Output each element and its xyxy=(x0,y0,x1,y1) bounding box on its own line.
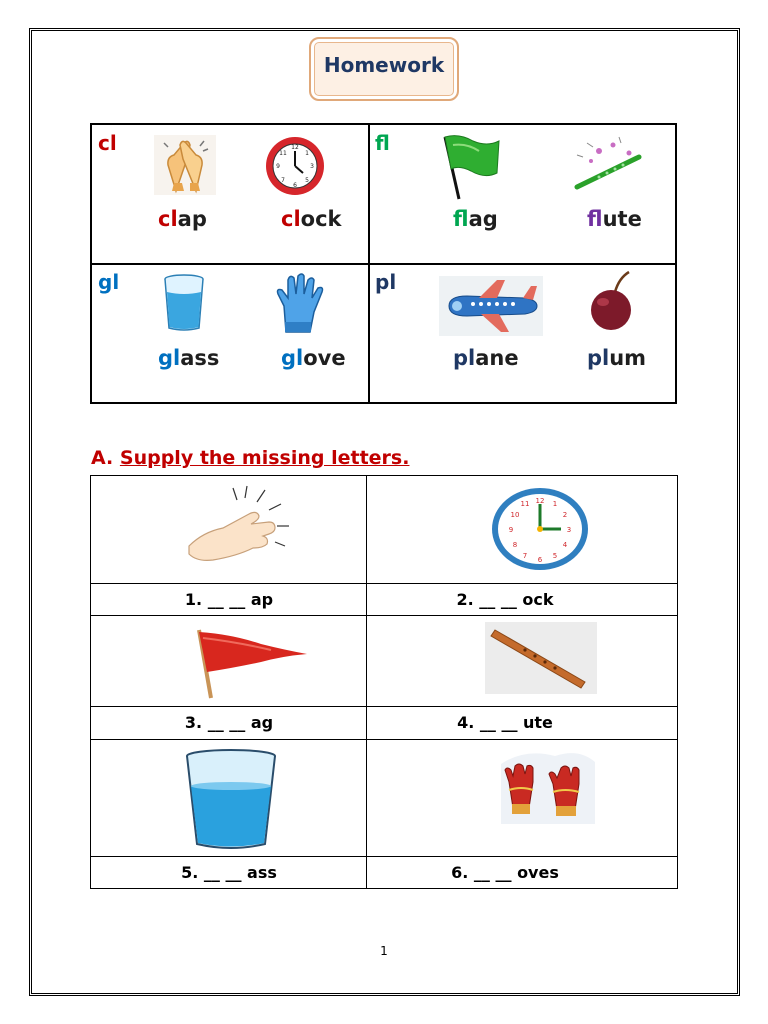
svg-text:5: 5 xyxy=(305,177,309,184)
svg-text:12: 12 xyxy=(291,144,299,151)
section-a-prefix: A. xyxy=(91,447,120,469)
blend-tag-gl: gl xyxy=(98,270,120,294)
blend-tag-pl: pl xyxy=(375,270,397,294)
blend-cell-pl xyxy=(369,264,677,404)
page-number: 1 xyxy=(380,944,388,958)
table-row-line xyxy=(91,583,677,584)
blend-cell-fl xyxy=(369,125,677,264)
page-title: Homework xyxy=(323,53,445,77)
table-col-divider xyxy=(366,476,367,888)
word-clock: clock xyxy=(281,207,342,231)
red-pennant-flag-icon xyxy=(191,624,309,700)
table-row-line xyxy=(91,739,677,740)
svg-text:3: 3 xyxy=(566,526,572,534)
green-flag-icon xyxy=(439,133,503,201)
word-flute: flute xyxy=(587,207,642,231)
svg-text:11: 11 xyxy=(520,500,530,508)
wall-clock-icon xyxy=(489,486,591,572)
red-mittens-icon xyxy=(495,744,597,828)
svg-text:3: 3 xyxy=(310,163,314,170)
clapping-hand-icon xyxy=(183,484,301,576)
svg-text:1: 1 xyxy=(305,150,309,157)
section-a-title xyxy=(91,447,409,469)
exercise-1-label: 1. __ __ ap xyxy=(184,590,274,609)
section-a-instruction: Supply the missing letters. xyxy=(119,447,410,469)
svg-text:2: 2 xyxy=(562,511,568,519)
table-row-line xyxy=(91,706,677,707)
svg-text:9: 9 xyxy=(508,526,514,534)
svg-text:1: 1 xyxy=(552,500,558,508)
svg-text:10: 10 xyxy=(510,511,520,519)
water-glass-icon xyxy=(183,748,279,850)
exercise-3-label: 3. __ __ ag xyxy=(184,713,274,732)
word-glass: glass xyxy=(158,346,220,370)
svg-text:8: 8 xyxy=(512,541,518,549)
svg-text:11: 11 xyxy=(279,150,287,157)
exercise-table xyxy=(90,475,678,889)
exercise-4-label: 4. __ __ ute xyxy=(457,713,553,732)
svg-text:7: 7 xyxy=(522,552,528,560)
blend-cell-gl xyxy=(92,264,368,404)
clapping-hands-icon xyxy=(154,135,216,195)
word-clap: clap xyxy=(158,207,207,231)
glove-icon xyxy=(272,272,328,334)
blend-vocabulary-grid xyxy=(90,123,677,404)
plum-icon xyxy=(585,270,641,332)
svg-text:7: 7 xyxy=(281,177,285,184)
recorder-flute-icon xyxy=(485,622,597,694)
blend-tag-fl: fl xyxy=(375,131,390,155)
clock-icon xyxy=(264,135,326,197)
svg-text:12: 12 xyxy=(535,497,545,505)
airplane-icon xyxy=(439,276,543,336)
word-plane: plane xyxy=(453,346,519,370)
svg-text:4: 4 xyxy=(562,541,568,549)
blend-cell-cl xyxy=(92,125,368,264)
svg-text:5: 5 xyxy=(552,552,558,560)
flute-icon xyxy=(569,133,645,197)
svg-text:6: 6 xyxy=(537,556,543,564)
homework-title-box xyxy=(309,37,459,101)
word-plum: plum xyxy=(587,346,647,370)
table-row-line xyxy=(91,615,677,616)
exercise-2-label: 2. __ __ ock xyxy=(456,590,554,609)
word-glove: glove xyxy=(281,346,346,370)
exercise-6-label: 6. __ __ oves xyxy=(451,863,559,882)
glass-icon xyxy=(162,274,206,332)
exercise-5-label: 5. __ __ ass xyxy=(181,863,277,882)
svg-text:6: 6 xyxy=(293,182,297,189)
svg-text:9: 9 xyxy=(276,163,280,170)
word-flag: flag xyxy=(453,207,498,231)
table-row-line xyxy=(91,856,677,857)
blend-tag-cl: cl xyxy=(98,131,117,155)
